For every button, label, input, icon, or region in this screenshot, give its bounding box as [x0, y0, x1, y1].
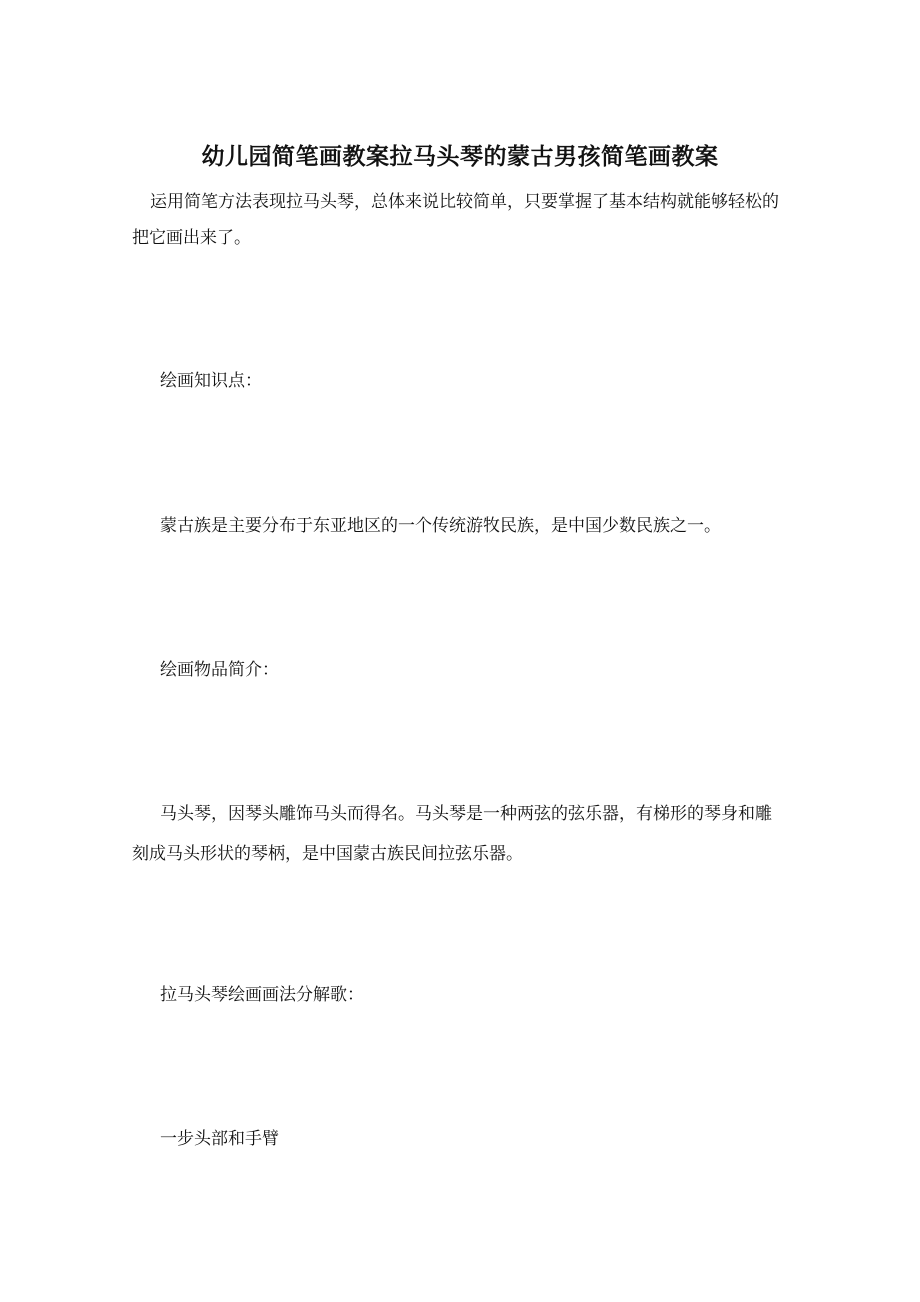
intro-paragraph: 运用简笔方法表现拉马头琴，总体来说比较简单，只要掌握了基本结构就能够轻松的把它画出来了。 — [132, 192, 779, 248]
paragraph-matouqin: 马头琴，因琴头雕饰马头而得名。马头琴是一种两弦的弦乐器，有梯形的琴身和雕刻成马头形状的琴柄，是中国蒙古族民间拉弦乐器。 — [132, 804, 772, 864]
paragraph-mongol-people: 蒙古族是主要分布于东亚地区的一个传统游牧民族，是中国少数民族之一。 — [160, 516, 721, 536]
step-one-text: 一步头部和手臂 — [160, 1129, 279, 1149]
section-label-items: 绘画物品简介： — [160, 660, 279, 680]
document-title: 幼儿园简笔画教案拉马头琴的蒙古男孩简笔画教案 — [201, 143, 719, 170]
section-label-steps: 拉马头琴绘画画法分解歌： — [160, 985, 364, 1005]
section-label-knowledge: 绘画知识点： — [160, 371, 262, 391]
